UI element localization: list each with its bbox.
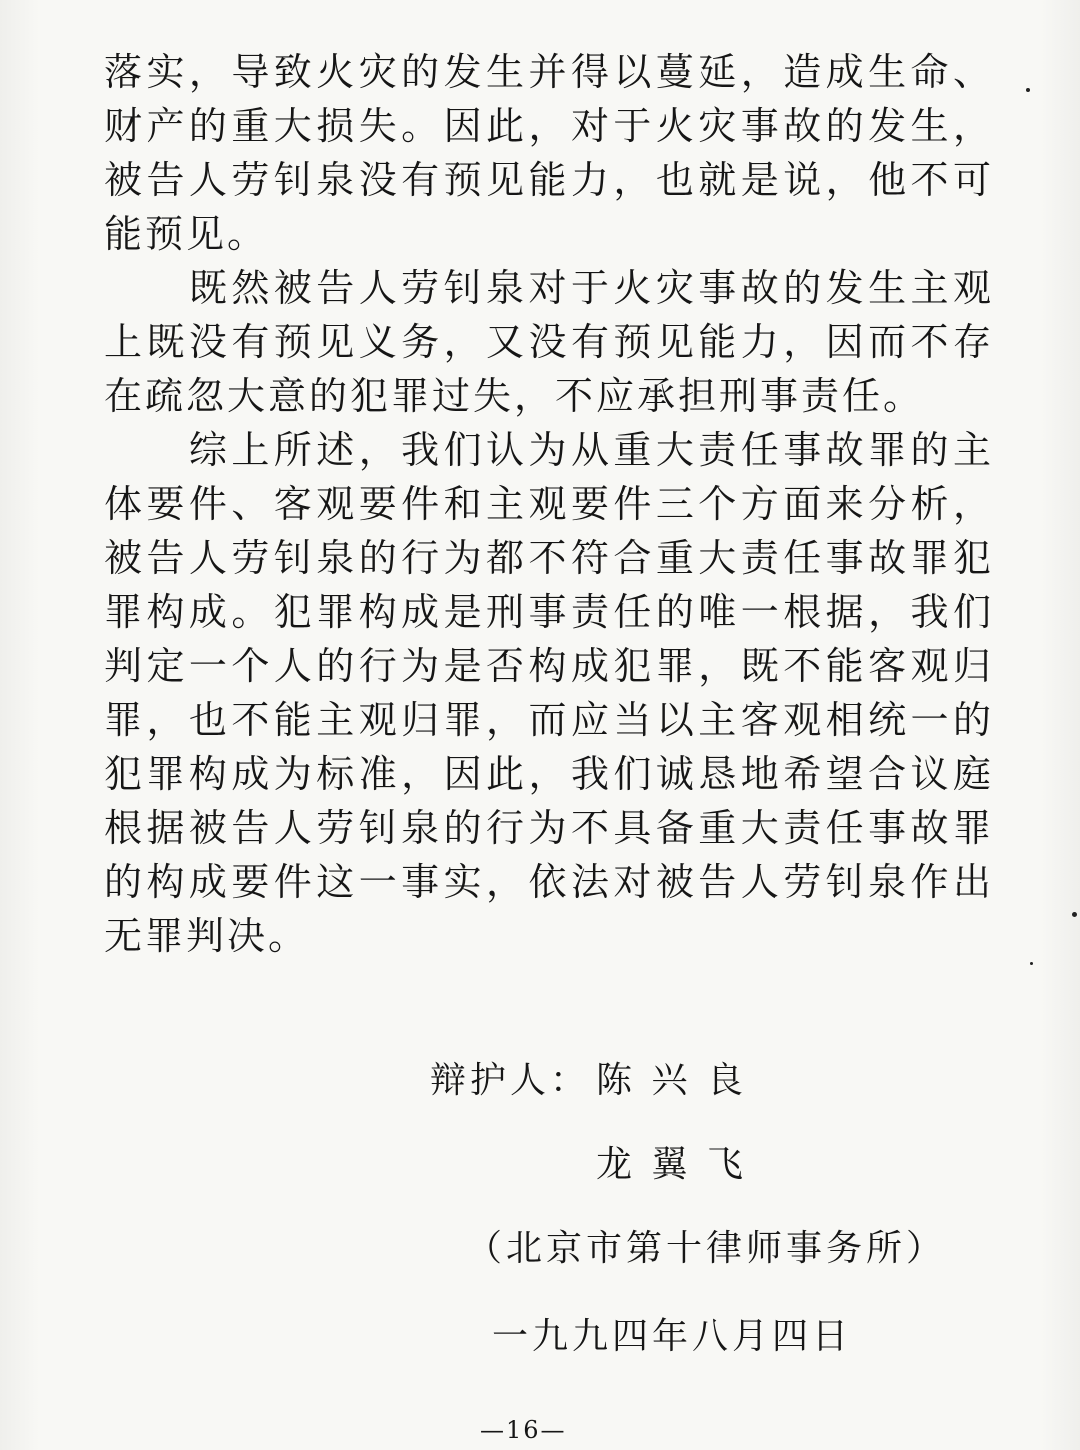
body-line-4: 能预见。: [104, 212, 269, 256]
body-line-10: 被告人劳钊泉的行为都不符合重大责任事故罪犯: [104, 536, 994, 580]
scan-speck: [1030, 962, 1033, 965]
body-line-13: 罪，也不能主观归罪，而应当以主客观相统一的: [104, 698, 994, 742]
law-firm: （北京市第十律师事务所）: [466, 1228, 947, 1269]
body-line-9: 体要件、客观要件和主观要件三个方面来分析，: [104, 482, 994, 526]
body-line-5: 既然被告人劳钊泉对于火灾事故的发生主观: [104, 266, 994, 310]
signing-date: 一九九四年八月四日: [492, 1316, 853, 1357]
body-line-1: 落实，导致火灾的发生并得以蔓延，造成生命、: [104, 50, 994, 94]
body-line-3: 被告人劳钊泉没有预见能力，也就是说，他不可: [104, 158, 994, 202]
body-line-6: 上既没有预见义务，又没有预见能力，因而不存: [104, 320, 994, 364]
body-line-12: 判定一个人的行为是否构成犯罪，既不能客观归: [104, 644, 994, 688]
body-line-2: 财产的重大损失。因此，对于火灾事故的发生，: [104, 104, 994, 148]
page-number: —16—: [480, 1416, 567, 1444]
defender-name-2: 龙 翼 飞: [596, 1144, 747, 1185]
body-line-14: 犯罪构成为标准，因此，我们诚恳地希望合议庭: [104, 752, 994, 796]
body-line-17: 无罪判决。: [104, 914, 310, 958]
scan-speck: [1072, 912, 1077, 917]
body-line-11: 罪构成。犯罪构成是刑事责任的唯一根据，我们: [104, 590, 994, 634]
body-line-15: 根据被告人劳钊泉的行为不具备重大责任事故罪: [104, 806, 994, 850]
scan-speck: [1026, 88, 1030, 92]
body-line-7: 在疏忽大意的犯罪过失，不应承担刑事责任。: [104, 374, 925, 418]
defender-name-1: 陈 兴 良: [596, 1060, 747, 1101]
body-line-8: 综上所述，我们认为从重大责任事故罪的主: [104, 428, 994, 472]
defender-label: 辩护人：: [430, 1060, 591, 1101]
body-line-16: 的构成要件这一事实，依法对被告人劳钊泉作出: [104, 860, 994, 904]
